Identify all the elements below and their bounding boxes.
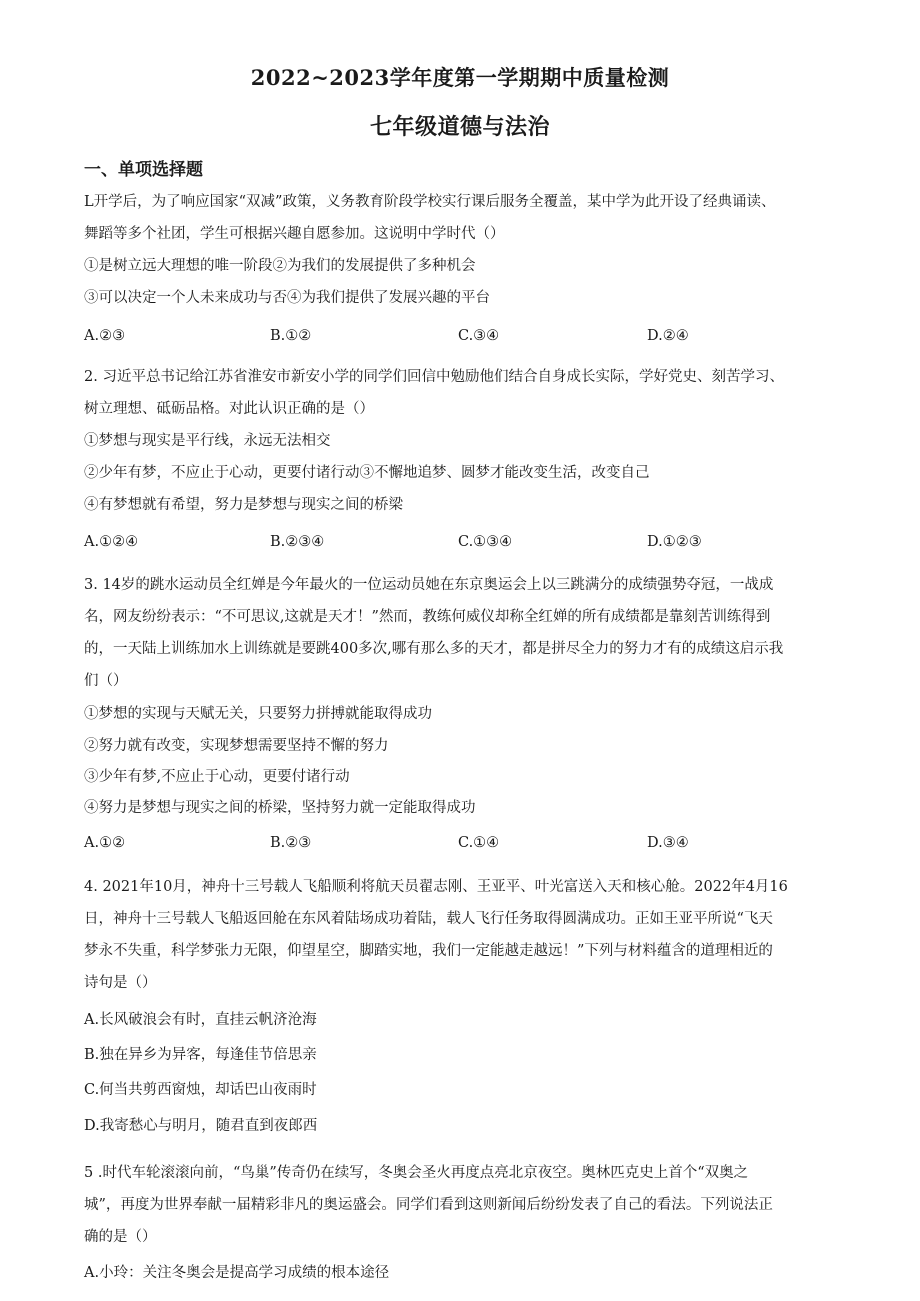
q5-option-a: A.小玲：关注冬奥会是提高学习成绩的根本途径 <box>84 1265 390 1281</box>
page-title: 2022~2023学年度第一学期期中质量检测 <box>250 65 670 90</box>
q3-option-a: A.①② <box>84 835 126 851</box>
q1-option-c: C.③④ <box>458 328 500 344</box>
q4-option-c: C.何当共剪西窗烛，却话巴山夜雨时 <box>84 1082 317 1098</box>
q3-line: ①梦想的实现与天赋无关，只要努力拼搏就能取得成功 <box>84 706 432 722</box>
q4-line: 梦永不失重，科学梦张力无限，仰望星空，脚踏实地，我们一定能越走越远！”下列与材料蕴含的道理相近的 <box>84 943 773 959</box>
q3-line: 们（） <box>84 673 128 689</box>
q4-option-b: B.独在异乡为异客，每逢佳节倍思亲 <box>84 1047 317 1063</box>
q1-option-d: D.②④ <box>647 328 689 344</box>
q4-option-d: D.我寄愁心与明月，随君直到夜郎西 <box>84 1118 318 1134</box>
q5-line: 5 .时代车轮滚滚向前，“鸟巢”传奇仍在续写，冬奥会圣火再度点亮北京夜空。奥林匹克史上首个“双奥之 <box>84 1165 749 1181</box>
section-heading: 一、单项选择题 <box>84 160 203 180</box>
q4-option-a: A.长风破浪会有时，直挂云帆济沧海 <box>84 1012 317 1028</box>
q3-option-b: B.②③ <box>270 835 312 851</box>
q1-line: 舞蹈等多个社团，学生可根据兴趣自愿参加。这说明中学时代（） <box>84 226 505 242</box>
q1-line: ①是树立远大理想的唯一阶段②为我们的发展提供了多种机会 <box>84 258 476 274</box>
q2-line: ②少年有梦，不应止于心动，更要付诸行动③不懈地追梦、圆梦才能改变生活，改变自己 <box>84 465 650 481</box>
q3-line: 名，网友纷纷表示：“不可思议,这就是天才！”然而，教练何威仪却称全红婵的所有成绩都是靠刻苦训练得到 <box>84 609 771 625</box>
q5-line: 城”，再度为世界奉献一届精彩非凡的奥运盛会。同学们看到这则新闻后纷纷发表了自己的看法。下列说法正 <box>84 1197 773 1213</box>
q3-option-d: D.③④ <box>647 835 689 851</box>
q4-line: 诗句是（） <box>84 975 157 991</box>
q2-line: ①梦想与现实是平行线，永远无法相交 <box>84 433 331 449</box>
q2-option-a: A.①②④ <box>84 534 139 550</box>
q3-line: 的，一天陆上训练加水上训练就是要跳400多次,哪有那么多的天才，都是拼尽全力的努力才有的成绩这启示我 <box>84 641 784 657</box>
q2-line: 树立理想、砥砺品格。对此认识正确的是（） <box>84 401 374 417</box>
q3-line: 3. 14岁的跳水运动员全红婵是今年最火的一位运动员她在东京奥运会上以三跳满分的成绩强势夺冠，一战成 <box>84 577 774 593</box>
page-subtitle: 七年级道德与法治 <box>369 114 550 140</box>
q2-option-b: B.②③④ <box>270 534 325 550</box>
q1-line: L开学后，为了响应国家“双减”政策，义务教育阶段学校实行课后服务全覆盖，某中学为此开设了经典诵读、 <box>84 194 776 210</box>
q1-option-b: B.①② <box>270 328 312 344</box>
q4-line: 日，神舟十三号载人飞船返回舱在东风着陆场成功着陆，载人飞行任务取得圆满成功。正如王亚平所说“飞天 <box>84 911 773 927</box>
q3-line: ④努力是梦想与现实之间的桥梁，坚持努力就一定能取得成功 <box>84 800 476 816</box>
q3-option-c: C.①④ <box>458 835 500 851</box>
q2-option-d: D.①②③ <box>647 534 702 550</box>
q5-line: 确的是（） <box>84 1229 157 1245</box>
q3-line: ③少年有梦,不应止于心动，更要付诸行动 <box>84 769 350 785</box>
q2-option-c: C.①③④ <box>458 534 513 550</box>
q3-line: ②努力就有改变，实现梦想需要坚持不懈的努力 <box>84 738 389 754</box>
q2-line: ④有梦想就有希望，努力是梦想与现实之间的桥梁 <box>84 497 403 513</box>
q1-line: ③可以决定一个人未来成功与否④为我们提供了发展兴趣的平台 <box>84 290 490 306</box>
q1-option-a: A.②③ <box>84 328 126 344</box>
q4-line: 4. 2021年10月，神舟十三号载人飞船顺利将航天员翟志刚、王亚平、叶光富送入天和核心舱。2022年4月16 <box>84 879 788 895</box>
q2-line: 2. 习近平总书记给江苏省淮安市新安小学的同学们回信中勉励他们结合自身成长实际，学好党史、刻苦学习、 <box>84 369 784 385</box>
